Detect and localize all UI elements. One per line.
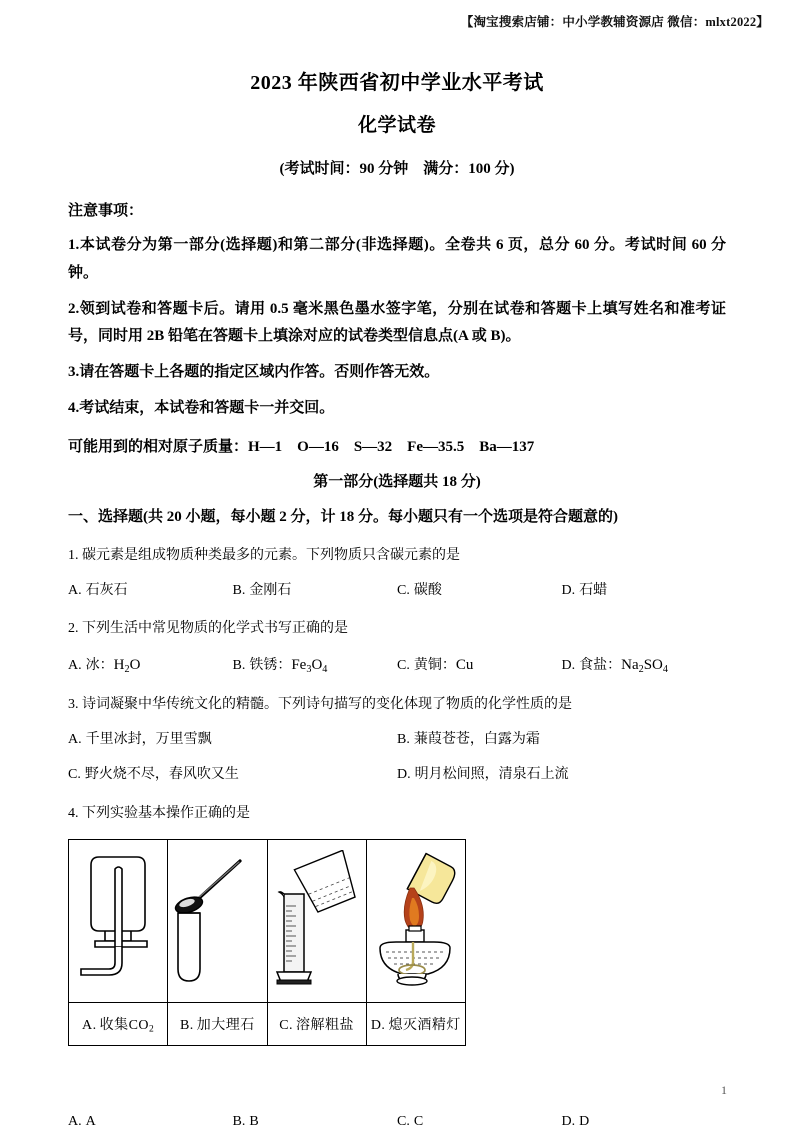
option-text: 千里冰封，万里雪飘: [85, 731, 212, 747]
figure-label-text: 加大理石: [196, 1018, 255, 1034]
figure-label-B: [168, 1003, 267, 1046]
option-4-B[interactable]: [233, 1114, 398, 1130]
part-one-heading: 第一部分(选择题共 18 分): [313, 474, 481, 490]
exam-meta: (考试时间：90 分钟 满分：100 分): [279, 160, 515, 177]
atomic-mass-line: 可能用到的相对原子质量：H—1 O—16 S—32 Fe—35.5 Ba—137: [68, 438, 535, 455]
option-text: C: [413, 1114, 424, 1130]
alcohol-lamp-cap-icon: [367, 840, 465, 1002]
option-label: C.: [397, 1114, 410, 1130]
option-text: 蒹葭苍苍，白露为霜: [413, 731, 540, 747]
option-4-C[interactable]: [397, 1114, 562, 1130]
option-substance: 食盐：: [579, 658, 622, 674]
figure-label-C: [267, 1003, 366, 1046]
graduated-cylinder-pour-icon: [268, 840, 366, 1002]
figure-cell-D: [366, 840, 465, 1003]
option-label: A.: [68, 1114, 82, 1130]
option-text: 明月松间照，清泉石上流: [414, 767, 569, 783]
test-tube-spoon-icon: [168, 840, 266, 1002]
question-3-options-row1: [68, 728, 726, 753]
option-2-C[interactable]: [397, 652, 562, 679]
figure-cell-B: [168, 840, 267, 1003]
option-label: B.: [232, 658, 246, 674]
option-formula: $H_2O$: [113, 657, 141, 675]
option-1-C[interactable]: [397, 579, 562, 604]
option-3-C[interactable]: [68, 763, 397, 788]
notice-item-3: 3.请在答题卡上各题的指定区域内作答。否则作答无效。: [68, 364, 440, 380]
figure-label-A: [69, 1003, 168, 1046]
figure-label-letter: D.: [370, 1018, 386, 1034]
section-heading-choice: 一、选择题(共 20 小题，每小题 2 分，计 18 分。每小题只有一个选项是符合题意的): [68, 508, 618, 525]
figure-label-letter: C.: [279, 1018, 294, 1034]
page-content: [68, 60, 726, 1130]
figure-cell-C: [267, 840, 366, 1003]
figure-cell-A: [69, 840, 168, 1003]
option-label: A.: [68, 731, 82, 747]
option-text: 石蜡: [579, 582, 608, 598]
option-3-A[interactable]: [68, 728, 397, 753]
option-substance: 黄铜：: [413, 658, 456, 674]
figure-label-text: 熄灭酒精灯: [388, 1018, 461, 1034]
option-3-B[interactable]: [397, 728, 726, 753]
option-formula: $Fe_3O_4$: [291, 657, 328, 675]
figure-label-letter: A.: [81, 1018, 97, 1034]
alcohol-lamp-cap-svg: [368, 850, 464, 992]
graduated-cylinder-pour-svg: [271, 850, 363, 992]
figure-label-letter: B.: [179, 1018, 194, 1034]
option-label: D.: [397, 767, 411, 783]
notice-item-1: 1.本试卷分为第一部分(选择题)和第二部分(非选择题)。全卷共 6 页，总分 60 分。考试时间 60 分钟。: [68, 237, 726, 281]
option-label: C.: [68, 767, 81, 783]
page-number: 1: [721, 1083, 727, 1097]
option-label: D.: [561, 1114, 576, 1130]
option-label: B.: [232, 1114, 246, 1130]
option-4-D[interactable]: [562, 1114, 727, 1130]
figure-label-text: 收集CO: [99, 1018, 150, 1034]
option-text: B: [249, 1114, 259, 1130]
option-2-D[interactable]: [562, 652, 727, 679]
question-4-options: [68, 1114, 726, 1130]
option-text: 野火烧不尽，春风吹又生: [84, 767, 239, 783]
figure-label-row: [69, 1003, 466, 1046]
question-3-stem: 3. 诗词凝聚中华传统文化的精髓。下列诗句描写的变化体现了物质的化学性质的是: [68, 696, 572, 712]
option-3-D[interactable]: [397, 763, 726, 788]
option-label: A.: [68, 582, 82, 598]
subject-title: 化学试卷: [357, 115, 436, 136]
question-3-options-row2: [68, 763, 726, 788]
option-formula: $Na_2SO_4$: [621, 657, 668, 675]
experiment-operations-table: [68, 839, 466, 1046]
figure-row: [69, 840, 466, 1003]
option-substance: 冰：: [85, 658, 114, 674]
option-2-A[interactable]: [68, 652, 233, 679]
question-4-stem: 4. 下列实验基本操作正确的是: [68, 805, 250, 821]
option-1-A[interactable]: [68, 579, 233, 604]
option-1-D[interactable]: [562, 579, 727, 604]
option-2-B[interactable]: [233, 652, 398, 679]
figure-label-sub: 2: [149, 1024, 155, 1035]
option-substance: 铁锈：: [249, 658, 292, 674]
option-label: D.: [561, 658, 576, 674]
test-tube-spoon-svg: [174, 851, 260, 991]
option-text: 石灰石: [85, 582, 128, 598]
notice-item-4: 4.考试结束，本试卷和答题卡一并交回。: [68, 399, 335, 416]
option-text: 碳酸: [413, 582, 442, 598]
question-2-stem: 2. 下列生活中常见物质的化学式书写正确的是: [68, 621, 348, 637]
notice-heading: 注意事项：: [68, 202, 144, 219]
option-formula: Cu: [455, 657, 474, 674]
option-label: B.: [397, 731, 410, 747]
option-text: 金刚石: [249, 582, 292, 598]
option-text: D: [579, 1114, 590, 1130]
option-label: D.: [561, 582, 576, 598]
notice-item-2: 2.领到试卷和答题卡后。请用 0.5 毫米黑色墨水签字笔，分别在试卷和答题卡上填写姓名和准考证号，同时用 2B 铅笔在答题卡上填涂对应的试卷类型信息点(A 或 B)。: [68, 300, 726, 345]
question-2-options: [68, 652, 726, 679]
option-label: C.: [397, 582, 410, 598]
figure-label-text: 溶解粗盐: [296, 1018, 355, 1034]
option-4-A[interactable]: [68, 1114, 233, 1130]
gas-collection-bottle-svg: [77, 851, 159, 991]
question-1-options: [68, 579, 726, 604]
option-label: C.: [397, 658, 410, 674]
page-title: 2023 年陕西省初中学业水平考试: [250, 72, 544, 94]
option-label: A.: [68, 658, 82, 674]
option-label: B.: [232, 582, 246, 598]
question-1-stem: 1. 碳元素是组成物质种类最多的元素。下列物质只含碳元素的是: [68, 548, 460, 563]
shop-watermark: 【淘宝搜索店铺：中小学教辅资源店 微信：mlxt2022】: [460, 15, 769, 29]
gas-collection-bottle-icon: [69, 840, 167, 1002]
option-text: A: [85, 1114, 96, 1130]
option-1-B[interactable]: [233, 579, 398, 604]
figure-label-D: [366, 1003, 465, 1046]
